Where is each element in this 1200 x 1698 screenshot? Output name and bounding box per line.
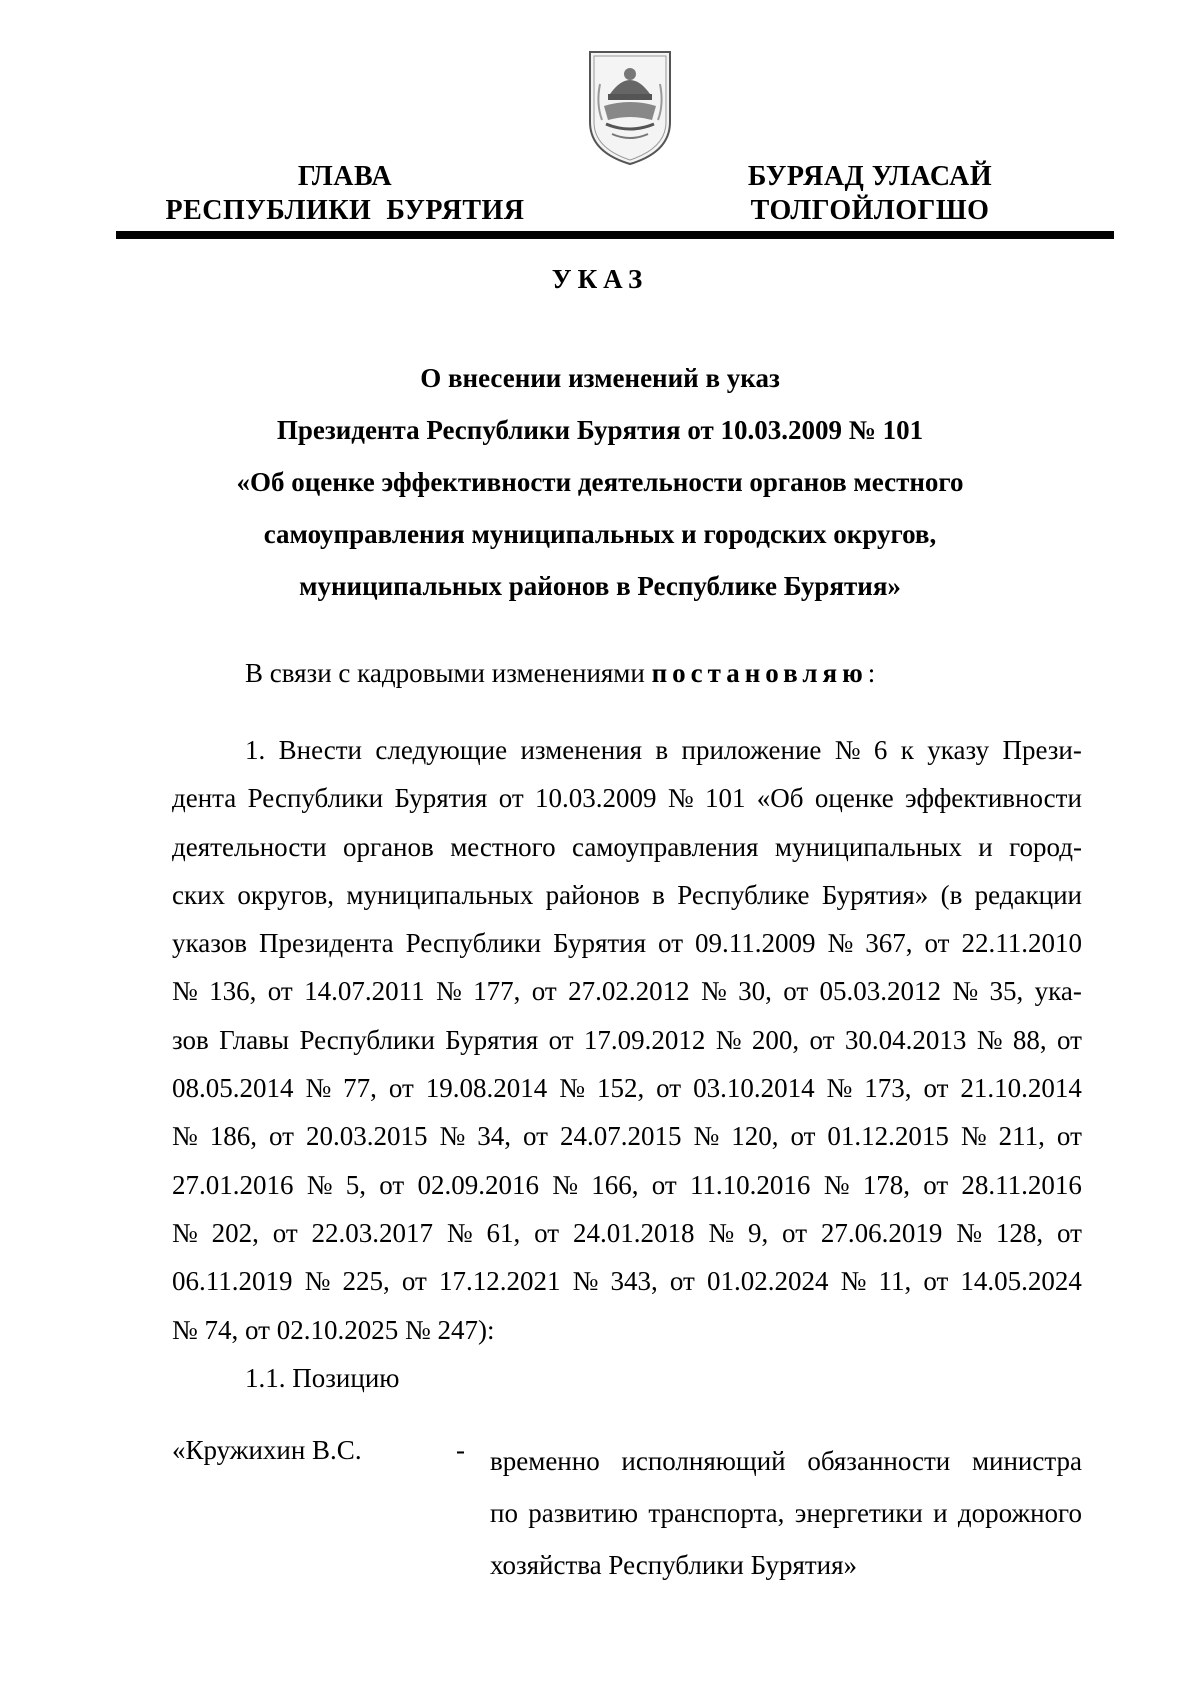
word: 61, — [486, 1217, 521, 1248]
word: транспорта, — [648, 1498, 785, 1528]
word: 05.03.2012 — [819, 976, 942, 1007]
word: 01.12.2015 — [827, 1121, 949, 1152]
word: № — [840, 1266, 867, 1297]
word: самоуправления — [572, 831, 759, 862]
word: от — [783, 976, 809, 1007]
word: 34, — [477, 1121, 511, 1152]
word: 367, — [865, 928, 913, 959]
word: 200, — [751, 1024, 800, 1055]
position-dash: - — [456, 1435, 465, 1465]
issuer-ru-line1: ГЛАВА — [297, 161, 393, 192]
header-divider — [116, 231, 1114, 239]
word: районов — [545, 879, 640, 910]
title-line: муниципальных районов в Республике Бурятия» — [299, 571, 901, 601]
document-title — [180, 352, 1020, 612]
clause-line — [172, 919, 1082, 967]
word: зов — [172, 1024, 209, 1055]
word: Республики — [299, 1024, 435, 1055]
word: Президента — [258, 928, 394, 959]
word: 27.01.2016 — [172, 1169, 294, 1200]
word: 177, — [473, 976, 521, 1007]
word: 225, — [342, 1266, 390, 1297]
clause-1-1: 1.1. Позицию — [245, 1363, 400, 1393]
word: от — [1056, 1121, 1082, 1152]
word: 186, — [209, 1121, 258, 1152]
word: (в — [940, 879, 963, 910]
word: обязанности — [807, 1446, 951, 1476]
word: Бурятия — [394, 783, 488, 814]
word: 88, — [1012, 1024, 1047, 1055]
word: указов — [172, 928, 247, 959]
word: 17.12.2021 — [438, 1266, 561, 1297]
word: от — [534, 1217, 560, 1248]
word: приложение — [681, 735, 822, 765]
title-line: «Об оценке эффективности деятельности органов местного — [236, 467, 964, 497]
word: 02.09.2016 — [417, 1169, 539, 1200]
word: 22.03.2017 — [311, 1217, 434, 1248]
word: № — [439, 1121, 466, 1152]
word: 14.05.2024 — [960, 1266, 1082, 1297]
word: № — [952, 976, 979, 1007]
word: 14.07.2011 — [304, 976, 425, 1007]
word: № — [559, 1073, 585, 1104]
word: 17.09.2012 — [583, 1024, 706, 1055]
issuer-bua-line2: ТОЛГОЙЛОГШО — [750, 195, 990, 226]
word: к — [900, 735, 914, 765]
description-line — [490, 1539, 1082, 1591]
word: исполняющий — [621, 1446, 786, 1476]
word: № — [708, 1217, 735, 1248]
word: № 74, от 02.10.2025 № 247): — [172, 1314, 495, 1345]
word: 9, — [747, 1217, 769, 1248]
word: 178, — [862, 1169, 910, 1200]
word: редакции — [974, 879, 1082, 910]
coat-of-arms-icon — [580, 44, 680, 168]
word: в — [652, 879, 665, 910]
resolution-word: постановляю — [651, 658, 868, 688]
position-person: «Кружихин В.С. — [172, 1435, 362, 1465]
word: органов — [343, 831, 434, 862]
word: 10.03.2009 — [535, 783, 657, 814]
word: 202, — [211, 1217, 259, 1248]
word: от — [531, 976, 557, 1007]
word: местного — [450, 831, 556, 862]
word: 152, — [596, 1073, 645, 1104]
word: 27.02.2012 — [568, 976, 690, 1007]
word: от — [388, 1073, 414, 1104]
word: энергетики — [794, 1498, 923, 1528]
word: Республике — [677, 879, 810, 910]
word: город- — [1009, 831, 1082, 862]
word: от — [548, 1024, 574, 1055]
word: Прези- — [1002, 735, 1082, 765]
preamble — [245, 658, 875, 689]
word: 20.03.2015 — [305, 1121, 428, 1152]
word: оценке — [814, 783, 894, 814]
word: от — [669, 1266, 695, 1297]
word: 211, — [998, 1121, 1045, 1152]
word: дента — [172, 783, 237, 814]
word: № — [172, 976, 198, 1007]
preamble-text: В связи с кадровыми изменениями — [245, 658, 652, 688]
word: дорожного — [957, 1498, 1082, 1528]
word: от — [656, 1073, 682, 1104]
issuer-ru — [150, 160, 540, 228]
word: от — [379, 1169, 405, 1200]
word: 128, — [995, 1217, 1044, 1248]
description-line — [490, 1487, 1082, 1539]
word: № — [700, 976, 727, 1007]
word: № — [305, 1073, 332, 1104]
word: № — [715, 1024, 742, 1055]
word: 11.10.2016 — [689, 1169, 811, 1200]
clause-1 — [172, 726, 1082, 1354]
word: от — [1056, 1217, 1082, 1248]
word: от — [790, 1121, 816, 1152]
word: от — [272, 1217, 298, 1248]
word: и — [933, 1498, 948, 1528]
word: муниципальных — [774, 831, 962, 862]
word: в — [655, 735, 669, 765]
word: № — [976, 1024, 1003, 1055]
clause-line — [172, 774, 1082, 822]
clause-line — [172, 1112, 1082, 1160]
word: № — [304, 1266, 331, 1297]
document-type: УКАЗ — [551, 264, 649, 294]
word: № — [572, 1266, 599, 1297]
word: № — [667, 783, 694, 814]
word: хозяйства Республики Бурятия» — [490, 1550, 858, 1580]
word: муниципальных — [346, 879, 534, 910]
word: № — [834, 735, 861, 765]
word: 28.11.2016 — [961, 1169, 1082, 1200]
word: 09.11.2009 — [695, 928, 816, 959]
clause-line — [172, 1016, 1082, 1064]
issuer-ru-line2: РЕСПУБЛИКИ БУРЯТИЯ — [165, 195, 525, 226]
word: № — [826, 1073, 853, 1104]
word: 11, — [878, 1266, 912, 1297]
word: 22.11.2010 — [961, 928, 1082, 959]
word: 24.07.2015 — [559, 1121, 682, 1152]
word: ука- — [1034, 976, 1082, 1007]
word: № — [172, 1121, 198, 1152]
clause-line — [172, 1209, 1082, 1257]
word: от — [651, 1169, 677, 1200]
word: Бурятия — [553, 928, 647, 959]
word: 19.08.2014 — [425, 1073, 548, 1104]
word: указу — [927, 735, 990, 765]
title-line: Президента Республики Бурятия от 10.03.2009 № 101 — [276, 415, 924, 445]
word: 08.05.2014 — [172, 1073, 294, 1104]
word: деятельности — [172, 831, 327, 862]
word: № — [446, 1217, 473, 1248]
word: от — [522, 1121, 548, 1152]
word: от — [809, 1024, 835, 1055]
word: 30.04.2013 — [844, 1024, 967, 1055]
preamble-tail: : — [867, 658, 876, 688]
word: Республики — [405, 928, 542, 959]
word: 03.10.2014 — [693, 1073, 815, 1104]
word: № — [693, 1121, 720, 1152]
word: № — [552, 1169, 578, 1200]
word: Республики — [247, 783, 384, 814]
word: от — [782, 1217, 807, 1248]
word: № — [306, 1169, 333, 1200]
word: 101 — [704, 783, 746, 814]
word: 343, — [610, 1266, 658, 1297]
word: от — [267, 976, 293, 1007]
word: изменения — [520, 735, 643, 765]
word: Бурятия — [445, 1024, 539, 1055]
clause-line — [172, 1257, 1082, 1305]
word: 166, — [591, 1169, 639, 1200]
word: от — [923, 1169, 949, 1200]
title-line: О внесении изменений в указ — [420, 363, 780, 393]
word: эффективности — [905, 783, 1082, 814]
clause-line — [172, 1064, 1082, 1112]
word: 173, — [864, 1073, 912, 1104]
word: 120, — [731, 1121, 779, 1152]
clause-line — [172, 1161, 1082, 1209]
title-line: самоуправления муниципальных и городских округов, — [263, 519, 937, 549]
word: и — [978, 831, 993, 862]
word: округов, — [237, 879, 335, 910]
clause-line — [172, 871, 1082, 919]
clause-line — [172, 823, 1082, 871]
word: Бурятия» — [821, 879, 929, 910]
word: от — [923, 1266, 949, 1297]
word: от — [269, 1121, 294, 1152]
position-description — [490, 1435, 1082, 1591]
word: 77, — [343, 1073, 377, 1104]
word: № — [435, 976, 462, 1007]
word: от — [498, 783, 524, 814]
word: 35, — [989, 976, 1024, 1007]
word: от — [923, 1073, 949, 1104]
word: № — [960, 1121, 987, 1152]
word: ских — [172, 879, 226, 910]
word: временно — [490, 1446, 600, 1476]
clause-line — [172, 967, 1082, 1015]
word: 24.01.2018 — [572, 1217, 695, 1248]
description-line — [490, 1435, 1082, 1487]
word: от — [401, 1266, 427, 1297]
word: по — [490, 1498, 518, 1528]
word: 01.02.2024 — [706, 1266, 829, 1297]
word: № — [172, 1217, 198, 1248]
word: 27.06.2019 — [820, 1217, 943, 1248]
clause-line — [172, 1306, 1082, 1354]
word: развитию — [528, 1498, 639, 1528]
word: следующие — [375, 735, 508, 765]
word: Главы — [219, 1024, 290, 1055]
word: 30, — [738, 976, 772, 1007]
word: № — [956, 1217, 982, 1248]
issuer-bua-line1: БУРЯАД УЛАСАЙ — [747, 161, 993, 192]
word: 5, — [345, 1169, 367, 1200]
word: Внести — [278, 735, 362, 765]
word: от — [658, 928, 683, 959]
word: министра — [971, 1446, 1082, 1476]
word: 1. — [245, 735, 266, 765]
word: № — [827, 928, 854, 959]
word: от — [1057, 1024, 1082, 1055]
word: 21.10.2014 — [960, 1073, 1082, 1104]
word: от — [924, 928, 950, 959]
clause-line — [172, 726, 1082, 774]
word: 136, — [209, 976, 257, 1007]
word: № — [823, 1169, 850, 1200]
word: «Об — [756, 783, 804, 814]
issuer-bua — [720, 160, 1020, 228]
word: 6 — [873, 735, 888, 765]
word: 06.11.2019 — [172, 1266, 293, 1297]
